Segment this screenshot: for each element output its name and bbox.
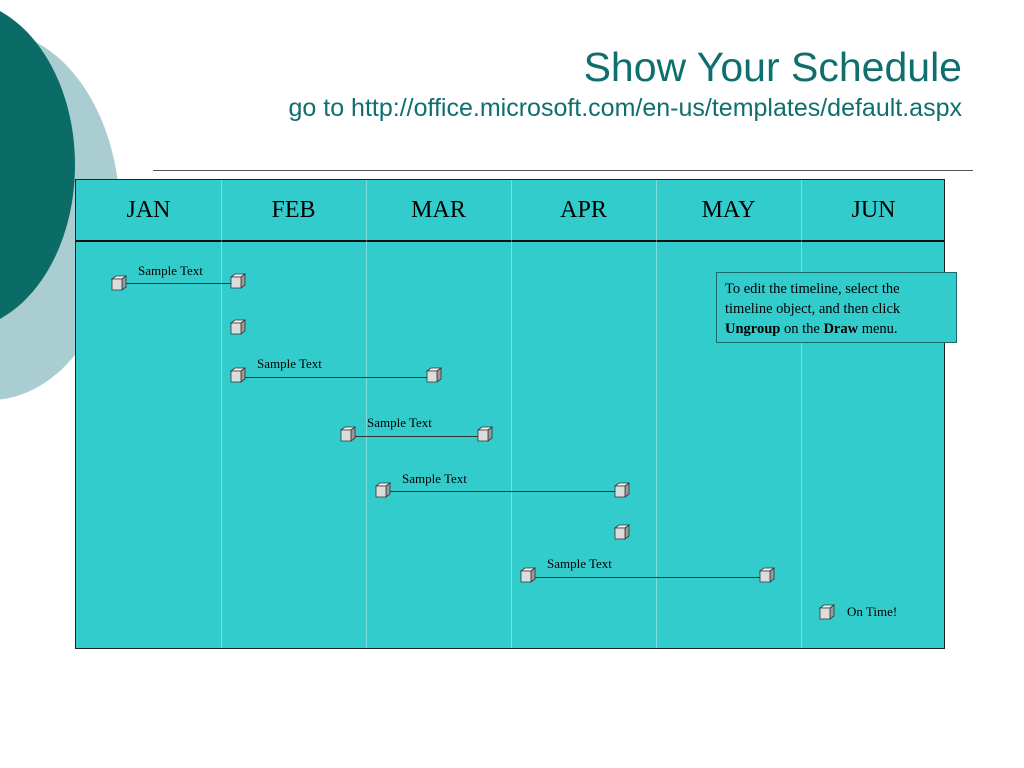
cube-icon[interactable] [230,273,246,289]
column-divider [366,180,367,648]
month-jan: JAN [126,197,171,223]
column-divider [801,180,802,648]
slide-title-block [289,42,963,124]
instruction-note[interactable] [716,272,957,343]
cube-icon[interactable] [520,567,536,583]
timeline-bar-label: Sample Text [367,415,432,430]
timeline-bar-line [126,283,231,284]
slide-subtitle: go to http://office.microsoft.com/en-us/templates/default.aspx [288,94,962,122]
timeline-bar-line [535,577,761,578]
month-jun: JUN [851,197,896,223]
cube-icon[interactable] [426,367,442,383]
cube-icon[interactable] [230,367,246,383]
note-text: To edit the timeline, select the timeline object, and then click [725,281,901,317]
title-divider [153,170,973,171]
timeline-bar-line [245,377,429,378]
month-may: MAY [701,197,756,223]
cube-icon[interactable] [614,524,630,540]
cube-icon[interactable] [759,567,775,583]
column-divider [511,180,512,648]
note-text: on the [780,321,824,337]
cube-icon[interactable] [230,319,246,335]
timeline-grid[interactable] [75,179,945,649]
timeline-bar-label: Sample Text [257,356,322,371]
cube-icon[interactable] [614,482,630,498]
month-apr: APR [560,197,607,223]
column-divider [221,180,222,648]
milestone-label: On Time! [847,604,898,619]
timeline-bar-label: Sample Text [547,556,612,571]
cube-icon[interactable] [111,275,127,291]
month-mar: MAR [411,197,466,223]
timeline-bar-label: Sample Text [402,471,467,486]
timeline-bar-line [355,436,480,437]
note-draw: Draw [823,321,859,337]
note-ungroup: Ungroup [725,321,781,337]
note-text: menu. [858,321,898,337]
cube-icon[interactable] [477,426,493,442]
cube-icon[interactable] [375,482,391,498]
month-feb: FEB [271,197,316,223]
timeline-bar-label: Sample Text [138,263,203,278]
cube-icon[interactable] [819,604,835,620]
timeline-bar-line [390,491,616,492]
cube-icon[interactable] [340,426,356,442]
slide-title: Show Your Schedule [583,44,962,90]
